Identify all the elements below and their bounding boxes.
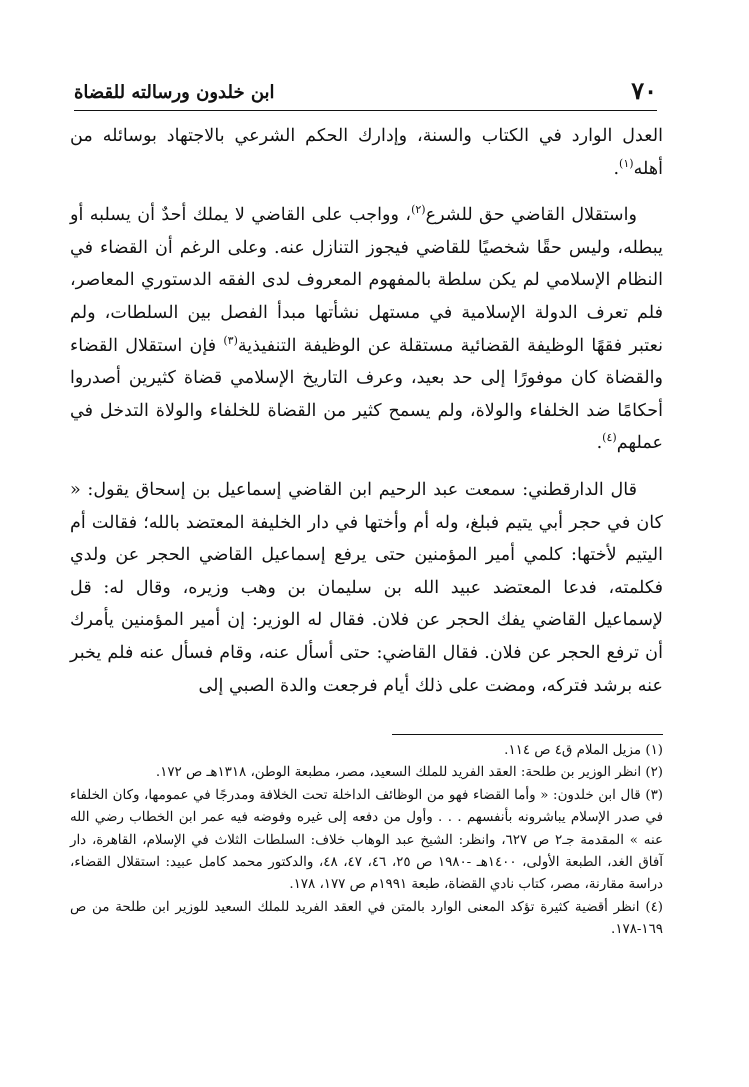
paragraph-1-end: .: [613, 158, 620, 179]
running-title: ابن خلدون ورسالته للقضاة: [74, 82, 275, 103]
paragraph-2-text-b: ، وواجب على القاضي لا يملك أحدٌ أن يسلبه أو يبطله، وليس حقًا شخصيًا للقاضي فيجوز التنازل عنه. وعلى الرغم أن القضاء في النظام الإسلامي لم يكن سلطة بالمفهوم المعروف لدى الفقه الدستوري المعاصر، فلم تعرف الدولة الإسلامية في مستهل نشأتها مبدأ الفصل بين السلطات، ولم نعتبر فقهًا الوظيفة القضائية مستقلة عن الوظيفة التنفيذية: [70, 205, 663, 356]
footnote-ref-3[interactable]: (٣): [223, 333, 238, 347]
footnote-1: (١) مزيل الملام ق٤ ص ١١٤.: [504, 743, 663, 758]
paragraph-2: [70, 199, 663, 460]
main-text: [70, 120, 663, 702]
paragraph-2-text-a: واستقلال القاضي حق للشرع: [425, 205, 638, 226]
footnote-3: (٣) قال ابن خلدون: « وأما القضاء فهو من الوظائف الداخلة تحت الخلافة ومدرجًا في عمومها، وكان الخلفاء في صدر الإسلام يباشرونه بأنفسهم . . . وأول من دفعه إلى غيره وفوضه فيه عمر ابن الخطاب رضي الله عنه » المقدمة جـ٢ ص ٦٢٧، وانظر: الشيخ عبد الوهاب خلاف: السلطات الثلاث في الإسلام، القاهرة، دار آفاق الغد، الطبعة الأولى، ١٤٠٠هـ -١٩٨٠ ص ٢٥، ٤٦، ٤٧، ٤٨، والدكتور محمد كامل عبيد: استقلال القضاء، دراسة مقارنة، مصر، كتاب نادي القضاة، طبعة ١٩٩١م ص ١٧٧، ١٧٨.: [70, 787, 663, 893]
paragraph-1: [70, 120, 663, 185]
footnotes: [70, 740, 663, 942]
footnote-2: (٢) انظر الوزير بن طلحة: العقد الفريد للملك السعيد، مصر، مطبعة الوطن، ١٣١٨هـ ص ١٧٢.: [155, 765, 663, 781]
paragraph-1-text: العدل الوارد في الكتاب والسنة، وإدارك الحكم الشرعي بالاجتهاد بوسائله من أهله: [70, 126, 663, 179]
page-header: [74, 70, 657, 111]
footnote-4: (٤) انظر أقضية كثيرة تؤكد المعنى الوارد بالمتن في العقد الفريد للملك السعيد للوزير ابن طلحة من ص ١٦٩-١٧٨.: [70, 899, 663, 938]
page-number: ٧٠: [631, 76, 657, 105]
paragraph-3: قال الدارقطني: سمعت عبد الرحيم ابن القاضي إسماعيل بن إسحاق يقول: « كان في حجر أبي يتيم فبلغ، وله أم وأختها في دار الخليفة المعتضد بالله؛ فقالت أم اليتيم لأختها: كلمي أمير المؤمنين حتى يرفع إسماعيل القاضي الحجر عن ولدي فكلمته، فدعا المعتضد عبيد الله بن سليمان بن وهب وزيره، وقال له: قل لإسماعيل القاضي يفك الحجر عن فلان. فقال له الوزير: إن أمير المؤمنين يأمرك أن ترفع الحجر عن فلان. فقال القاضي: حتى أسأل عنه، وقام فسأل عنه فلم يخبر عنه برشد فتركه، ومضت على ذلك أيام فرجعت والدة الصبي إلى: [70, 479, 663, 696]
paragraph-2-text-c: فإن استقلال القضاء والقضاة كان موفورًا إلى حد بعيد، وعرف التاريخ الإسلامي قضاة كثيرين أصدروا أحكامًا ضد الخلفاء والولاة، ولم يسمح كثير من القضاة للخلفاء والولاة التدخل في عملهم: [70, 335, 663, 454]
footnote-separator: [392, 734, 663, 735]
footnote-ref-1[interactable]: (١): [619, 156, 634, 170]
paragraph-2-end: .: [596, 433, 603, 454]
footnote-ref-4[interactable]: (٤): [602, 431, 617, 445]
footnote-ref-2[interactable]: (٢): [411, 203, 426, 217]
